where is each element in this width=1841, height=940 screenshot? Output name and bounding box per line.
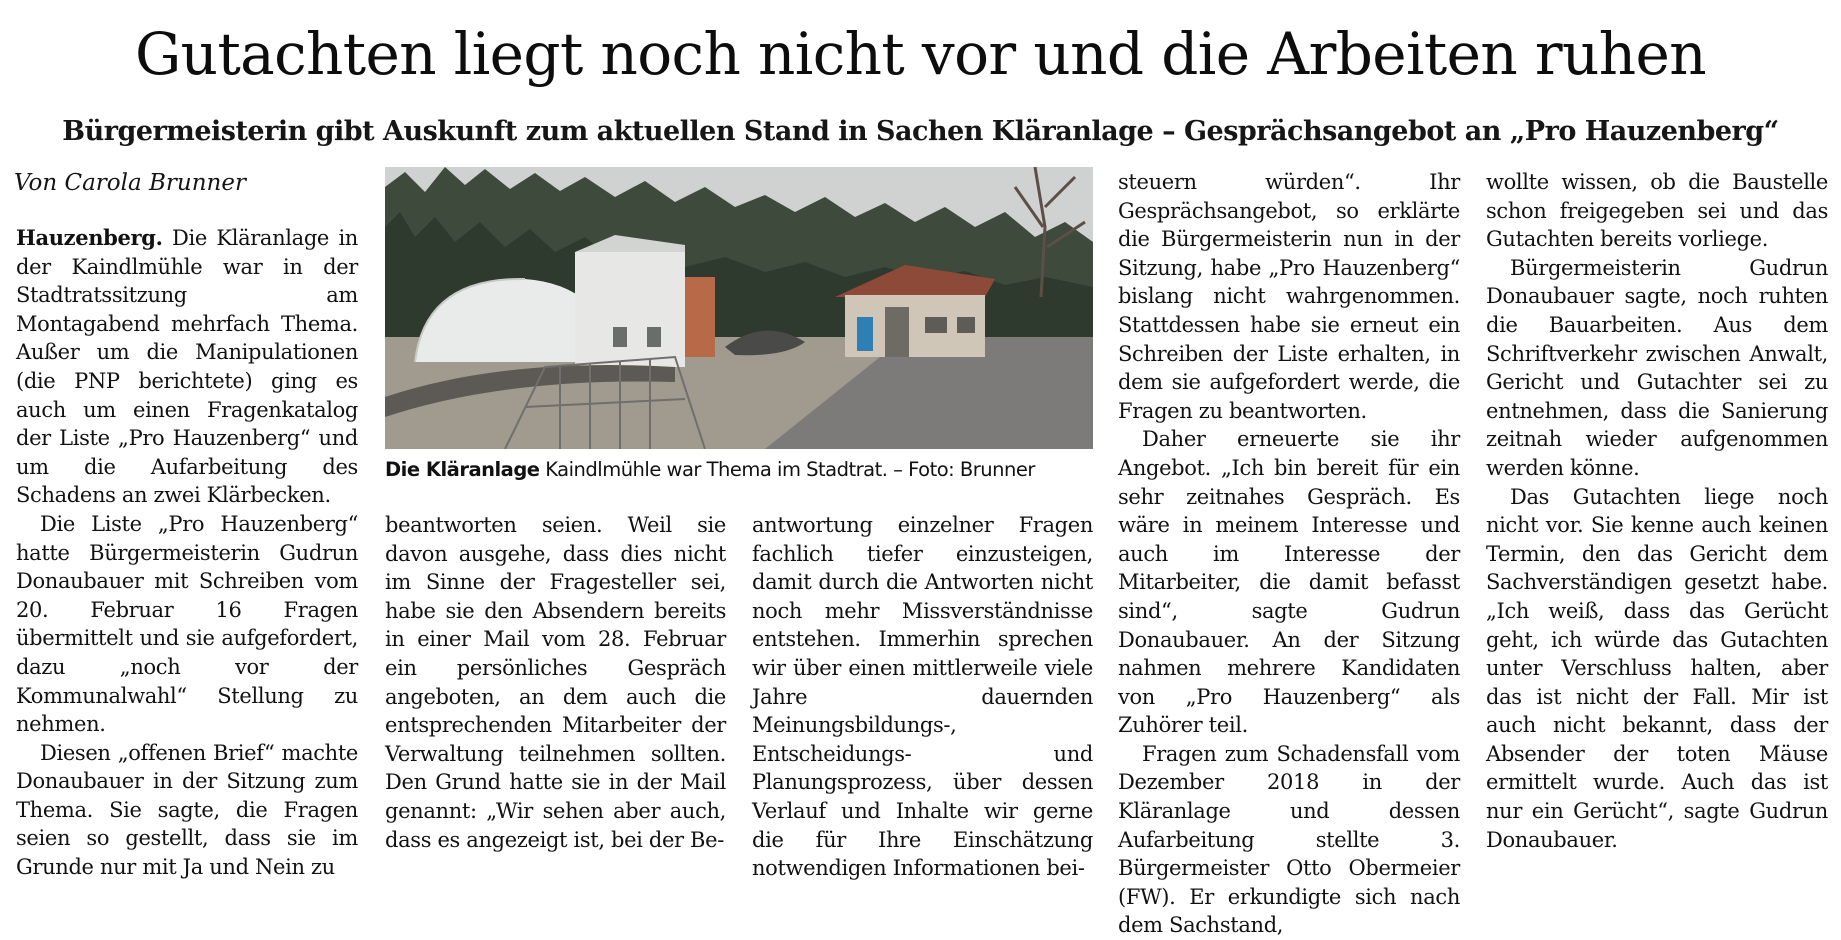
kläranlage-photo-illustration (385, 167, 1093, 449)
photo-caption (385, 456, 1093, 484)
article-photo (385, 167, 1093, 449)
article-subheadline: Bürgermeisterin gibt Auskunft zum aktuellen Stand in Sachen Kläranlage – Gesprächsangebot an „Pro Hauzenberg“ (62, 116, 1779, 147)
paragraph: wollte wissen, ob die Baustelle schon freigegeben sei und das Gutachten bereits vorliege. (1486, 170, 1828, 252)
article-column-4 (1118, 168, 1460, 940)
author-byline: Von Carola Brunner (14, 170, 246, 196)
paragraph: Die Liste „Pro Hauzenberg“ hatte Bürgermeisterin Gudrun Donaubauer mit Schreiben vom 20. Februar 16 Fragen übermittelt und sie aufgefordert, dazu „noch vor der Kommunalwahl“ Stellung zu nehmen. (16, 511, 358, 737)
paragraph: Fragen zum Schadensfall vom Dezember 2018 in der Kläranlage und dessen Aufarbeitung stellte 3. Bürgermeister Otto Obermeier (FW). Er erkundigte sich nach dem Sachstand, (1118, 741, 1460, 938)
caption-text: Kaindlmühle war Thema im Stadtrat. – Foto: Brunner (539, 458, 1035, 481)
paragraph: Daher erneuerte sie ihr Angebot. „Ich bin bereit für ein sehr zeitnahes Gespräch. Es wäre in meinem Interesse und auch im Interesse der Mitarbeiter, die damit befasst sind“, sagte Gudrun Donaubauer. An der Sitzung nahmen mehrere Kandidaten von „Pro Hauzenberg“ als Zuhörer teil. (1118, 427, 1460, 738)
paragraph: Bürgermeisterin Gudrun Donaubauer sagte, noch ruhten die Bauarbeiten. Aus dem Schriftverkehr zwischen Anwalt, Gericht und Gutachter sei zu entnehmen, dass die Sanierung zeitnah wieder aufgenommen werden könne. (1486, 255, 1828, 480)
paragraph: beantworten seien. Weil sie davon ausgehe, dass dies nicht im Sinne der Fragesteller sei, habe sie den Absendern bereits in einer Mail vom 28. Februar ein persönliches Gespräch angeboten, an dem auch die entsprechenden Mitarbeiter der Verwaltung teilnehmen sollten. Den Grund hatte sie in der Mail genannt: „Wir sehen aber auch, dass es angezeigt ist, bei der Be- (385, 513, 726, 852)
paragraph: steuern würden“. Ihr Gesprächsangebot, so erklärte die Bürgermeisterin nun in der Sitzung, habe „Pro Hauzenberg“ bislang nicht wahrgenommen. Stattdessen habe sie erneut ein Schreiben der Liste erhalten, in dem sie aufgefordert werde, die Fragen zu beantworten. (1118, 170, 1460, 423)
paragraph (16, 224, 358, 510)
paragraph: Das Gutachten liege noch nicht vor. Sie kenne auch keinen Termin, den das Gericht dem Sachverständigen gesetzt habe. „Ich weiß, dass das Gerücht geht, ich würde das Gutachten unter Verschluss halten, aber das ist nicht der Fall. Mir ist auch nicht bekannt, dass der Absender der toten Mäuse ermittelt wurde. Auch das ist nur ein Gerücht“, sagte Gudrun Donaubauer. (1486, 484, 1828, 852)
article-headline: Gutachten liegt noch nicht vor und die Arbeiten ruhen (134, 20, 1707, 88)
article-column-1 (16, 224, 358, 882)
article-column-3 (752, 511, 1093, 883)
article-column-5 (1486, 168, 1828, 854)
paragraph: Diesen „offenen Brief“ machte Donaubauer in der Sitzung zum Thema. Sie sagte, die Fragen seien so gestellt, dass sie im Grunde nur mit Ja und Nein zu (16, 740, 358, 880)
article-column-2 (385, 511, 726, 854)
paragraph-text: Die Kläranlage in der Kaindlmühle war in der Stadtratssitzung am Montagabend mehrfach Thema. Außer um die Manipulationen (die PNP berichtete) ging es auch um einen Fragenkatalog der Liste „Pro Hauzenberg“ und um die Aufarbeitung des Schadens an zwei Klärbecken. (16, 226, 358, 508)
dateline: Hauzenberg. (16, 225, 163, 250)
paragraph: antwortung einzelner Fragen fachlich tiefer einzusteigen, damit durch die Antworten nicht noch mehr Missverständnisse entstehen. Immerhin sprechen wir über einen mittlerweile viele Jahre dauernden Meinungsbildungs-, Entscheidungs- und Planungsprozess, über dessen Verlauf und Inhalte wir gerne die für Ihre Einschätzung notwendigen Informationen bei- (752, 513, 1093, 881)
caption-lead: Die Kläranlage (385, 458, 540, 481)
